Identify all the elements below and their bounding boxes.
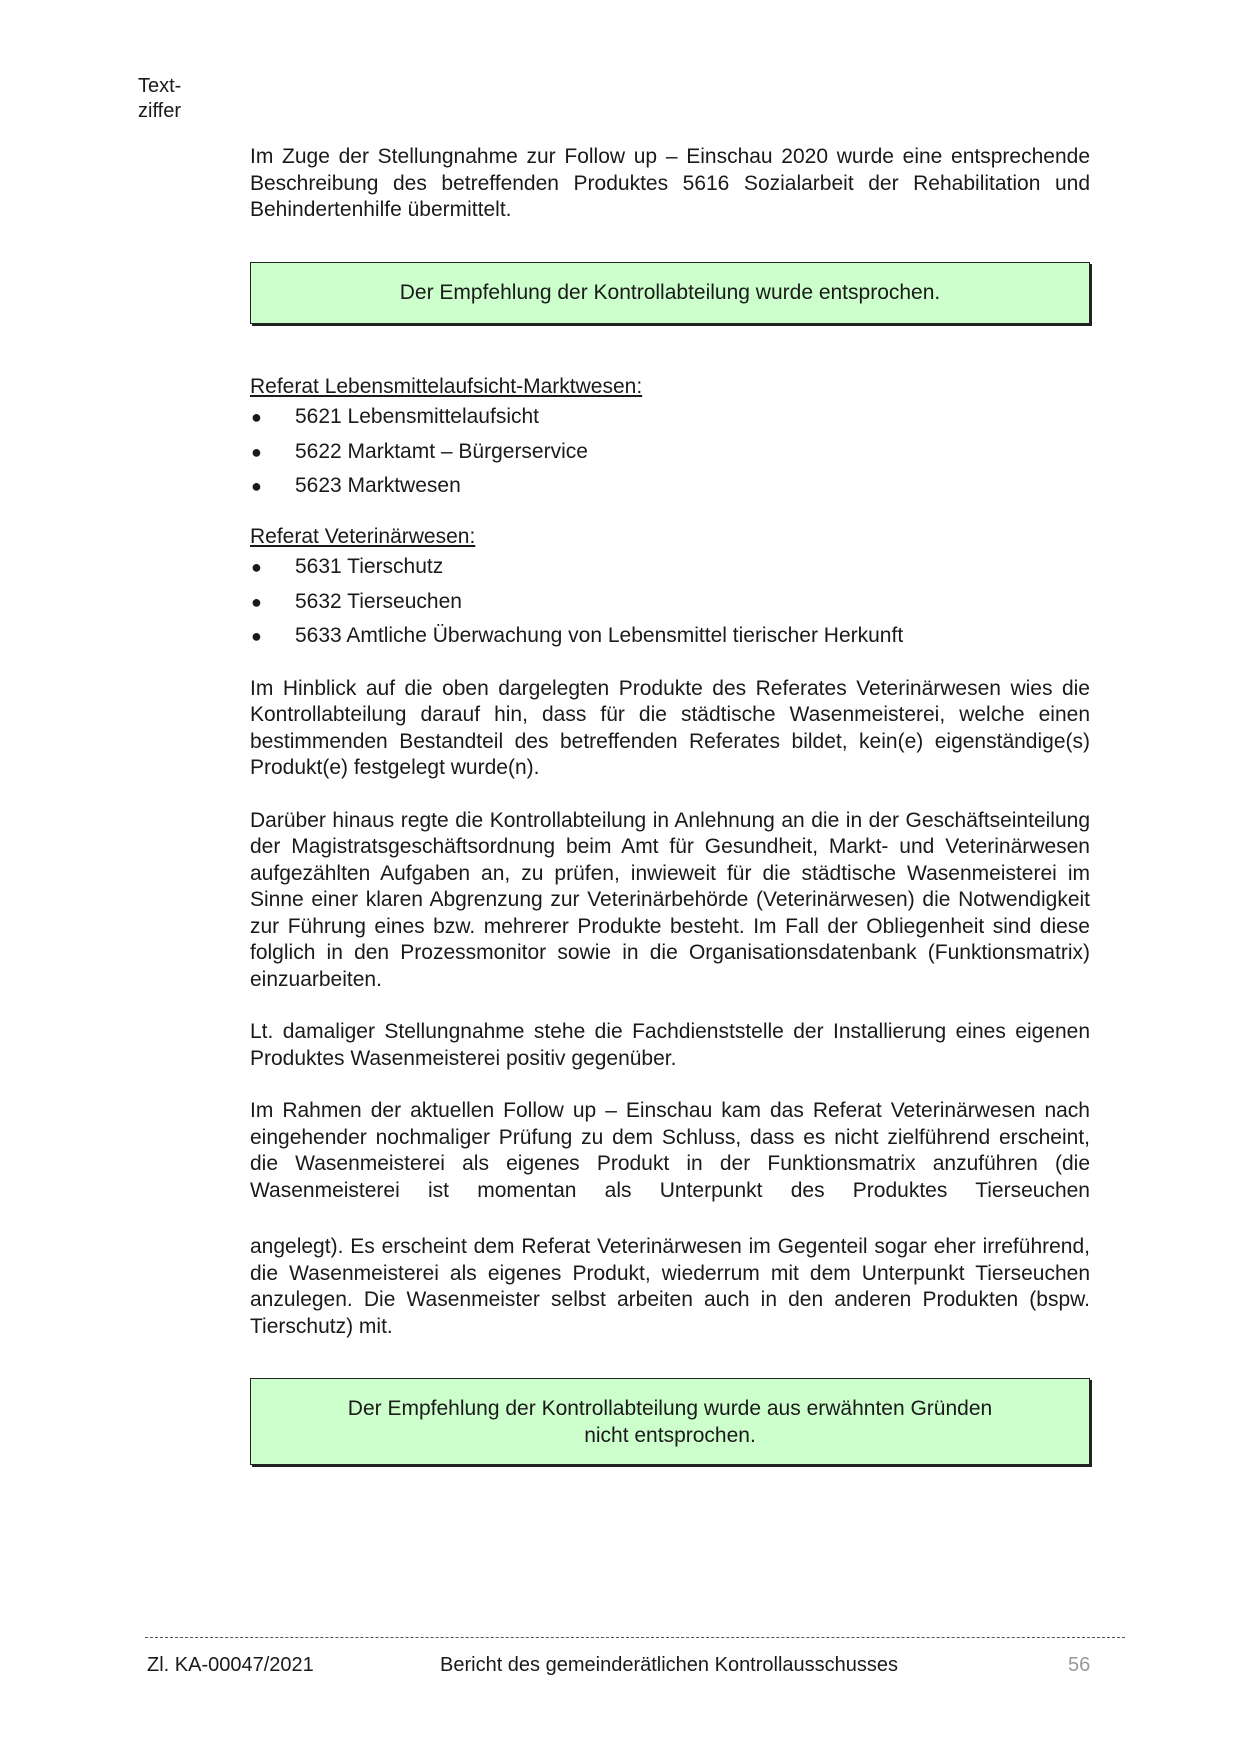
callout-1-text: Der Empfehlung der Kontrollabteilung wurde entsprochen. (399, 280, 941, 304)
list-item (250, 550, 1090, 585)
list-item (250, 619, 1090, 654)
list-item (250, 469, 1090, 504)
list-item-text: 5632 Tierseuchen (295, 589, 462, 613)
bullet-icon: ● (251, 591, 262, 612)
margin-label-textziffer (138, 74, 181, 124)
spacer (250, 504, 1090, 524)
intro-paragraph: Im Zuge der Stellungnahme zur Follow up – Einschau 2020 wurde eine entsprechende Beschreibung des betreffenden Produktes 5616 Sozialarbeit der Rehabilitation und Behindertenhilfe übermittelt. (250, 145, 1090, 221)
list-item-text: 5621 Lebensmittelaufsicht (295, 405, 539, 428)
spacer (250, 782, 1090, 808)
paragraph-follow-up-part-1: Im Rahmen der aktuellen Follow up – Einschau kam das Referat Veterinärwesen nach eingehender nochmaliger Prüfung zu dem Schluss, dass es nicht zielführend erscheint, die Wasenmeisterei als eigenes Produkt in der Funktionsmatrix anzuführen (die Wasenmeisterei ist momentan als Unterpunkt des Produktes Tierseuchen (250, 1099, 1090, 1202)
spacer (250, 654, 1090, 676)
footer-reference: Zl. KA-00047/2021 (147, 1654, 314, 1676)
spacer (250, 324, 1090, 374)
margin-label-line-2: ziffer (138, 100, 181, 122)
paragraph-geschaeftseinteilung: Darüber hinaus regte die Kontrollabteilung in Anlehnung an die in der Geschäftseinteilung der Magistratsgeschäftsordnung beim Amt für Gesundheit, Markt- und Veterinärwesen aufgezählten Aufgaben an, zu prüfen, inwieweit für die städtische Wasenmeisterei im Sinne einer klaren Abgrenzung zur Veterinärbehörde (Veterinärwesen) die Notwendigkeit zur Führung eines bzw. mehrerer Produkte besteht. Im Fall der Obliegenheit sind diese folglich in den Prozessmonitor sowie in die Organisationsdatenbank (Funktionsmatrix) einzuarbeiten. (250, 808, 1090, 991)
footer-title: Bericht des gemeinderätlichen Kontrollausschusses (440, 1654, 899, 1676)
bullet-icon: ● (251, 407, 262, 427)
list-item-text: 5633 Amtliche Überwachung von Lebensmittel tierischer Herkunft (295, 624, 904, 647)
document-body (250, 144, 1090, 1465)
list-item (250, 400, 1090, 435)
callout-recommendation-not-fulfilled (250, 1378, 1090, 1465)
section-heading-veterinaer: Referat Veterinärwesen: (250, 524, 476, 548)
bullet-icon: ● (251, 476, 262, 496)
spacer (250, 1204, 1090, 1234)
page-number: 56 (1068, 1654, 1091, 1676)
callout-2-line-1: Der Empfehlung der Kontrollabteilung wurde aus erwähnten Gründen (347, 1397, 993, 1420)
bullet-list-lebensmittel (250, 400, 1090, 504)
section-heading-lebensmittel: Referat Lebensmittelaufsicht-Marktwesen: (250, 374, 643, 398)
paragraph-wasenmeisterei-hinweis: Im Hinblick auf die oben dargelegten Produkte des Referates Veterinärwesen wies die Kontrollabteilung darauf hin, dass für die städtische Wasenmeisterei, welche einen bestimmenden Bestandteil des betreffenden Referates bildet, kein(e) eigenständige(s) Produkt(e) festgelegt wurde(n). (250, 676, 1090, 779)
callout-2-line-2: nicht entsprochen. (584, 1424, 756, 1447)
bullet-icon: ● (251, 441, 262, 462)
bullet-icon: ● (251, 557, 262, 577)
spacer (250, 1072, 1090, 1098)
footer-divider (145, 1637, 1125, 1638)
margin-label-line-1: Text- (138, 75, 182, 97)
bullet-list-veterinaer (250, 550, 1090, 654)
list-item-text: 5622 Marktamt – Bürgerservice (295, 439, 588, 463)
list-item-text: 5631 Tierschutz (295, 555, 444, 578)
list-item-text: 5623 Marktwesen (295, 474, 461, 497)
paragraph-stellungnahme: Lt. damaliger Stellungnahme stehe die Fachdienststelle der Installierung eines eigenen Produktes Wasenmeisterei positiv gegenüber. (250, 1020, 1090, 1070)
list-item (250, 585, 1090, 620)
list-item (250, 435, 1090, 470)
bullet-icon: ● (251, 626, 262, 646)
paragraph-follow-up-part-2: angelegt). Es erscheint dem Referat Veterinärwesen im Gegenteil sogar eher irreführend, die Wasenmeisterei als eigenes Produkt, wiederrum mit dem Unterpunkt Tierseuchen anzulegen. Die Wasenmeister selbst arbeiten auch in den anderen Produkten (bspw. Tierschutz) mit. (250, 1235, 1090, 1338)
spacer (250, 993, 1090, 1019)
callout-recommendation-fulfilled (250, 262, 1090, 324)
